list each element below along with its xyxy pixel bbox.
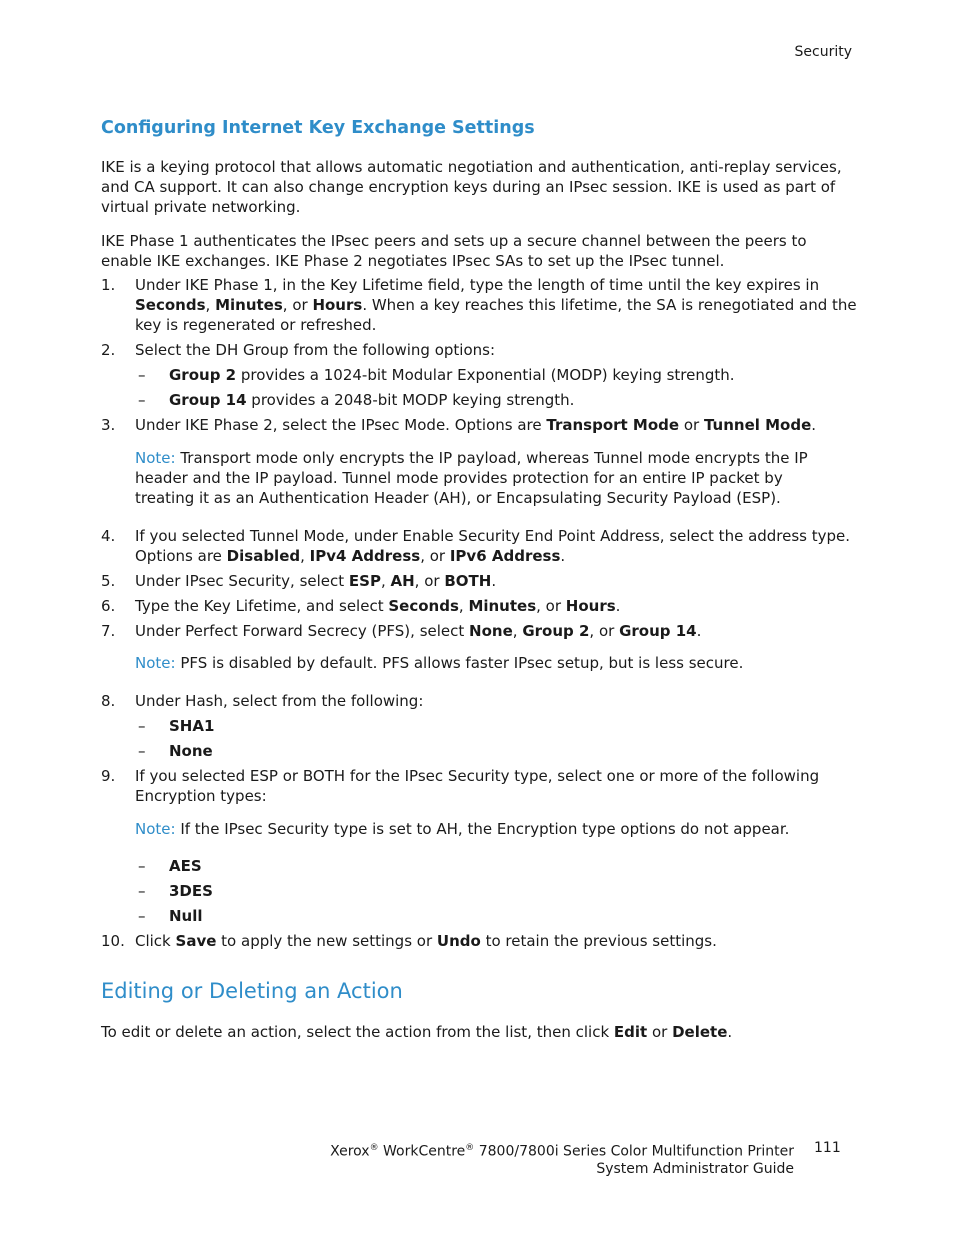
note-label: Note:: [135, 449, 176, 467]
note-label: Note:: [135, 820, 176, 838]
note-transport-tunnel: Note: Transport mode only encrypts the IP payload, whereas Tunnel mode encrypts the IP header and the IP payload. Tunnel mode provides protection for an entire IP packet by treating it as an Authentication Header (AH), or Encapsulating Security Payload (ESP).: [135, 449, 808, 507]
step-5: [101, 571, 861, 591]
note-encryption-ah: Note: If the IPsec Security type is set to AH, the Encryption type options do not appear.: [135, 820, 790, 838]
note-label: Note:: [135, 654, 176, 672]
note-pfs: Note: PFS is disabled by default. PFS allows faster IPsec setup, but is less secure.: [135, 654, 744, 672]
step-text: Click Save to apply the new settings or Undo to retain the previous settings.: [135, 932, 717, 950]
step-7: [101, 621, 861, 641]
step-number: 5.: [101, 572, 116, 590]
step-number: 8.: [101, 692, 116, 710]
step-text: If you selected ESP or BOTH for the IPsec Security type, select one or more of the following Encryption types:: [135, 767, 820, 805]
step-number: 1.: [101, 276, 116, 294]
step-4: [101, 526, 861, 566]
footer-guide-title: System Administrator Guide: [596, 1160, 794, 1177]
step-text: Under IPsec Security, select ESP, AH, or BOTH.: [135, 572, 497, 590]
step-9: [101, 766, 861, 806]
step-3: [101, 415, 861, 435]
footer-product-info: [330, 1140, 794, 1178]
step-number: 10.: [101, 932, 125, 950]
edit-delete-paragraph: To edit or delete an action, select the action from the list, then click Edit or Delete.: [101, 1023, 733, 1041]
ike-phases-paragraph: IKE Phase 1 authenticates the IPsec peers and sets up a secure channel between the peers to enable IKE exchanges. IKE Phase 2 negotiates IPsec SAs to set up the IPsec tunnel.: [101, 232, 807, 270]
step-number: 9.: [101, 767, 116, 785]
step-text: Select the DH Group from the following options:: [135, 341, 496, 359]
step-number: 2.: [101, 341, 116, 359]
ike-intro-paragraph: IKE is a keying protocol that allows automatic negotiation and authentication, anti-replay services, and CA support. It can also change encryption keys during an IPsec session. IKE is used as part of virtual private networking.: [101, 158, 842, 216]
heading-configuring-ike: Configuring Internet Key Exchange Settings: [101, 118, 535, 138]
step-text: If you selected Tunnel Mode, under Enable Security End Point Address, select the address type. Options are Disabled, IPv4 Address, or IPv6 Address.: [135, 527, 851, 565]
step-number: 4.: [101, 527, 116, 545]
heading-editing-deleting-action: Editing or Deleting an Action: [101, 979, 403, 1003]
step-1: [101, 275, 861, 335]
step-number: 6.: [101, 597, 116, 615]
step-6: [101, 596, 861, 616]
step-number: 3.: [101, 416, 116, 434]
step-text: Under IKE Phase 2, select the IPsec Mode. Options are Transport Mode or Tunnel Mode.: [135, 416, 817, 434]
running-header-section: Security: [794, 44, 852, 60]
step-number: 7.: [101, 622, 116, 640]
step-2: [101, 340, 861, 360]
page-number: 111: [814, 1140, 841, 1156]
step-text: Type the Key Lifetime, and select Seconds, Minutes, or Hours.: [135, 597, 621, 615]
step-text: Under IKE Phase 1, in the Key Lifetime field, type the length of time until the key expires in Seconds, Minutes, or Hours. When a key reaches this lifetime, the SA is renegotiated and the key is regenerated or refreshed.: [135, 276, 857, 334]
step-8: [101, 691, 861, 711]
step-10: [101, 931, 861, 951]
footer-product-line: Xerox® WorkCentre® 7800/7800i Series Color Multifunction Printer: [330, 1143, 794, 1160]
step-text: Under Hash, select from the following:: [135, 692, 424, 710]
step-text: Under Perfect Forward Secrecy (PFS), select None, Group 2, or Group 14.: [135, 622, 702, 640]
